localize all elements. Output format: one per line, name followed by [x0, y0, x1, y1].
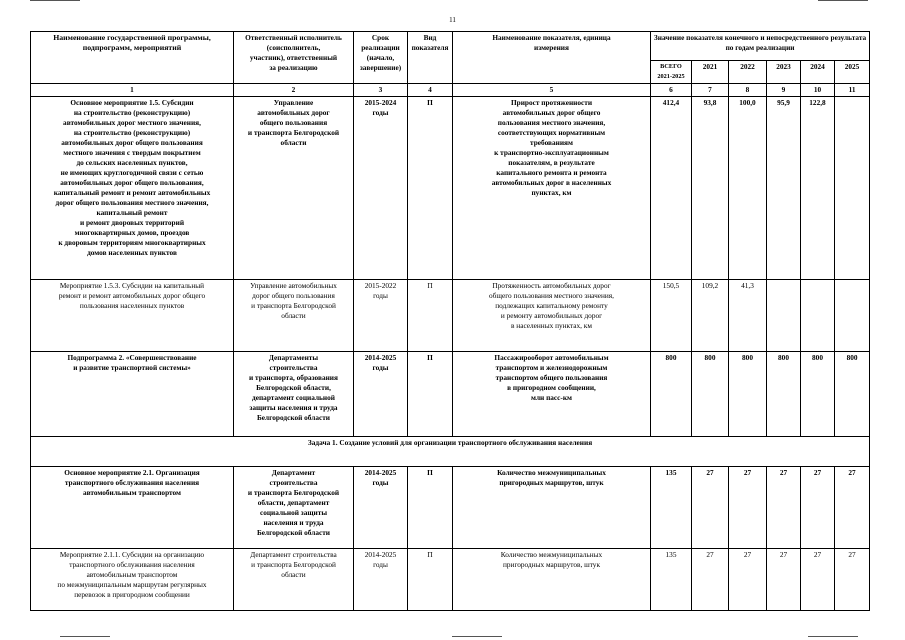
table-row — [31, 467, 870, 549]
row-name: Мероприятие 1.5.3. Субсидии на капитальный ремонт и ремонт автомобильных дорог общего пользования населенных пунктов — [31, 280, 234, 352]
row-indicator: Протяженность автомобильных дорог общего пользования местного значения, подлежащих капитальному ремонту и ремонту автомобильных дорог в населенных пунктах, км — [453, 280, 651, 352]
page-number: 11 — [449, 16, 456, 24]
row-value: 122,8 — [801, 97, 835, 280]
row-type: П — [408, 549, 453, 611]
row-value: 800 — [729, 352, 767, 437]
row-term: 2015-2022 годы — [354, 280, 408, 352]
row-value: 800 — [692, 352, 729, 437]
row-value — [801, 280, 835, 352]
row-type: П — [408, 467, 453, 549]
row-type: П — [408, 352, 453, 437]
row-indicator: Прирост протяженности автомобильных дорог общего пользования местного значения, соответствующих нормативным требованиям к транспортно-эксплуатационным показателям, в результате капитального ремонта и ремонта автомобильных дорог в населенных пунктах, км — [453, 97, 651, 280]
column-number: 8 — [729, 84, 767, 97]
row-name: Мероприятие 2.1.1. Субсидии на организацию транспортного обслуживания населения автомобильным транспортом по межмуниципальным маршрутам регулярных перевозок в пригородном сообщении — [31, 549, 234, 611]
row-executor: Департамент строительства и транспорта Белгородской области, департамент социальной защиты населения и труда Белгородской области — [234, 467, 354, 549]
row-value — [767, 280, 801, 352]
row-value: 100,0 — [729, 97, 767, 280]
header-year: 2021 — [692, 61, 729, 84]
row-value: 27 — [729, 467, 767, 549]
column-number: 6 — [651, 84, 692, 97]
row-name: Подпрограмма 2. «Совершенствование и развитие транспортной системы» — [31, 352, 234, 437]
row-value: 27 — [767, 549, 801, 611]
table-row — [31, 97, 870, 280]
row-term: 2014-2025 годы — [354, 549, 408, 611]
row-executor: Департаменты строительства и транспорта, образования Белгородской области, департамент социальной защиты населения и труда Белгородской области — [234, 352, 354, 437]
row-value: 95,9 — [767, 97, 801, 280]
row-value: 27 — [767, 467, 801, 549]
header-year: 2023 — [767, 61, 801, 84]
row-value: 27 — [729, 549, 767, 611]
row-total: 800 — [651, 352, 692, 437]
row-type: П — [408, 280, 453, 352]
table-row — [31, 280, 870, 352]
header-executor: Ответственный исполнитель (соисполнитель, участник), ответственный за реализацию — [234, 32, 354, 84]
column-number: 2 — [234, 84, 354, 97]
row-value: 27 — [801, 467, 835, 549]
row-indicator: Пассажирооборот автомобильным транспортом и железнодорожным транспортом общего пользования в пригородном сообщении, млн пасс-км — [453, 352, 651, 437]
header-term: Срок реализации (начало, завершение) — [354, 32, 408, 84]
task-row — [31, 437, 870, 467]
row-term: 2014-2025 годы — [354, 467, 408, 549]
top-rule-right — [818, 0, 868, 1]
row-value: 27 — [835, 467, 870, 549]
row-value: 27 — [835, 549, 870, 611]
header-total: ВСЕГО 2021-2025 — [651, 61, 692, 84]
row-executor: Департамент строительства и транспорта Белгородской области — [234, 549, 354, 611]
row-term: 2014-2025 годы — [354, 352, 408, 437]
footer-rule — [452, 636, 502, 637]
footer-rule — [60, 636, 110, 637]
header-name: Наименование государственной программы, подпрограмм, мероприятий — [31, 32, 234, 84]
row-indicator: Количество межмуниципальных пригородных маршрутов, штук — [453, 467, 651, 549]
row-value: 27 — [692, 467, 729, 549]
row-executor: Управление автомобильных дорог общего пользования и транспорта Белгородской области — [234, 280, 354, 352]
table-row — [31, 549, 870, 611]
row-name: Основное мероприятие 1.5. Субсидии на строительство (реконструкцию) автомобильных дорог местного значения, на строительство (реконструкцию) автомобильных дорог общего пользования местного значения с твердым покрытием до сельских населенных пунктов, не имеющих круглогодичной связи с сетью автомобильных дорог общего пользования, капитальный ремонт и ремонт автомобильных дорог общего пользования местного значения, капитальный ремонт и ремонт дворовых территорий многоквартирных домов, проездов к дворовым территориям многоквартирных домов населенных пунктов — [31, 97, 234, 280]
row-value: 41,3 — [729, 280, 767, 352]
row-term: 2015-2024 годы — [354, 97, 408, 280]
row-value: 800 — [835, 352, 870, 437]
column-number: 7 — [692, 84, 729, 97]
row-name: Основное мероприятие 2.1. Организация транспортного обслуживания населения автомобильным транспортом — [31, 467, 234, 549]
row-value: 93,8 — [692, 97, 729, 280]
row-total: 135 — [651, 549, 692, 611]
column-number: 11 — [835, 84, 870, 97]
header-values: Значение показателя конечного и непосредственного результата по годам реализации — [651, 32, 870, 61]
header-type: Вид показателя — [408, 32, 453, 84]
column-number: 1 — [31, 84, 234, 97]
row-value: 109,2 — [692, 280, 729, 352]
column-number: 9 — [767, 84, 801, 97]
task-title: Задача 1. Создание условий для организации транспортного обслуживания населения — [31, 437, 870, 467]
column-number: 4 — [408, 84, 453, 97]
top-rule-left — [30, 0, 80, 1]
table-row — [31, 352, 870, 437]
header-indicator: Наименование показателя, единица измерения — [453, 32, 651, 84]
footer-rule — [808, 636, 858, 637]
row-total: 135 — [651, 467, 692, 549]
row-executor: Управление автомобильных дорог общего пользования и транспорта Белгородской области — [234, 97, 354, 280]
header-year: 2022 — [729, 61, 767, 84]
row-value — [835, 97, 870, 280]
row-total: 412,4 — [651, 97, 692, 280]
row-total: 150,5 — [651, 280, 692, 352]
column-number: 10 — [801, 84, 835, 97]
row-value: 800 — [801, 352, 835, 437]
row-value: 800 — [767, 352, 801, 437]
header-year: 2024 — [801, 61, 835, 84]
row-type: П — [408, 97, 453, 280]
row-indicator: Количество межмуниципальных пригородных маршрутов, штук — [453, 549, 651, 611]
row-value: 27 — [801, 549, 835, 611]
row-value — [835, 280, 870, 352]
row-value: 27 — [692, 549, 729, 611]
header-year: 2025 — [835, 61, 870, 84]
indicators-table — [30, 31, 870, 611]
column-number: 3 — [354, 84, 408, 97]
column-number: 5 — [453, 84, 651, 97]
